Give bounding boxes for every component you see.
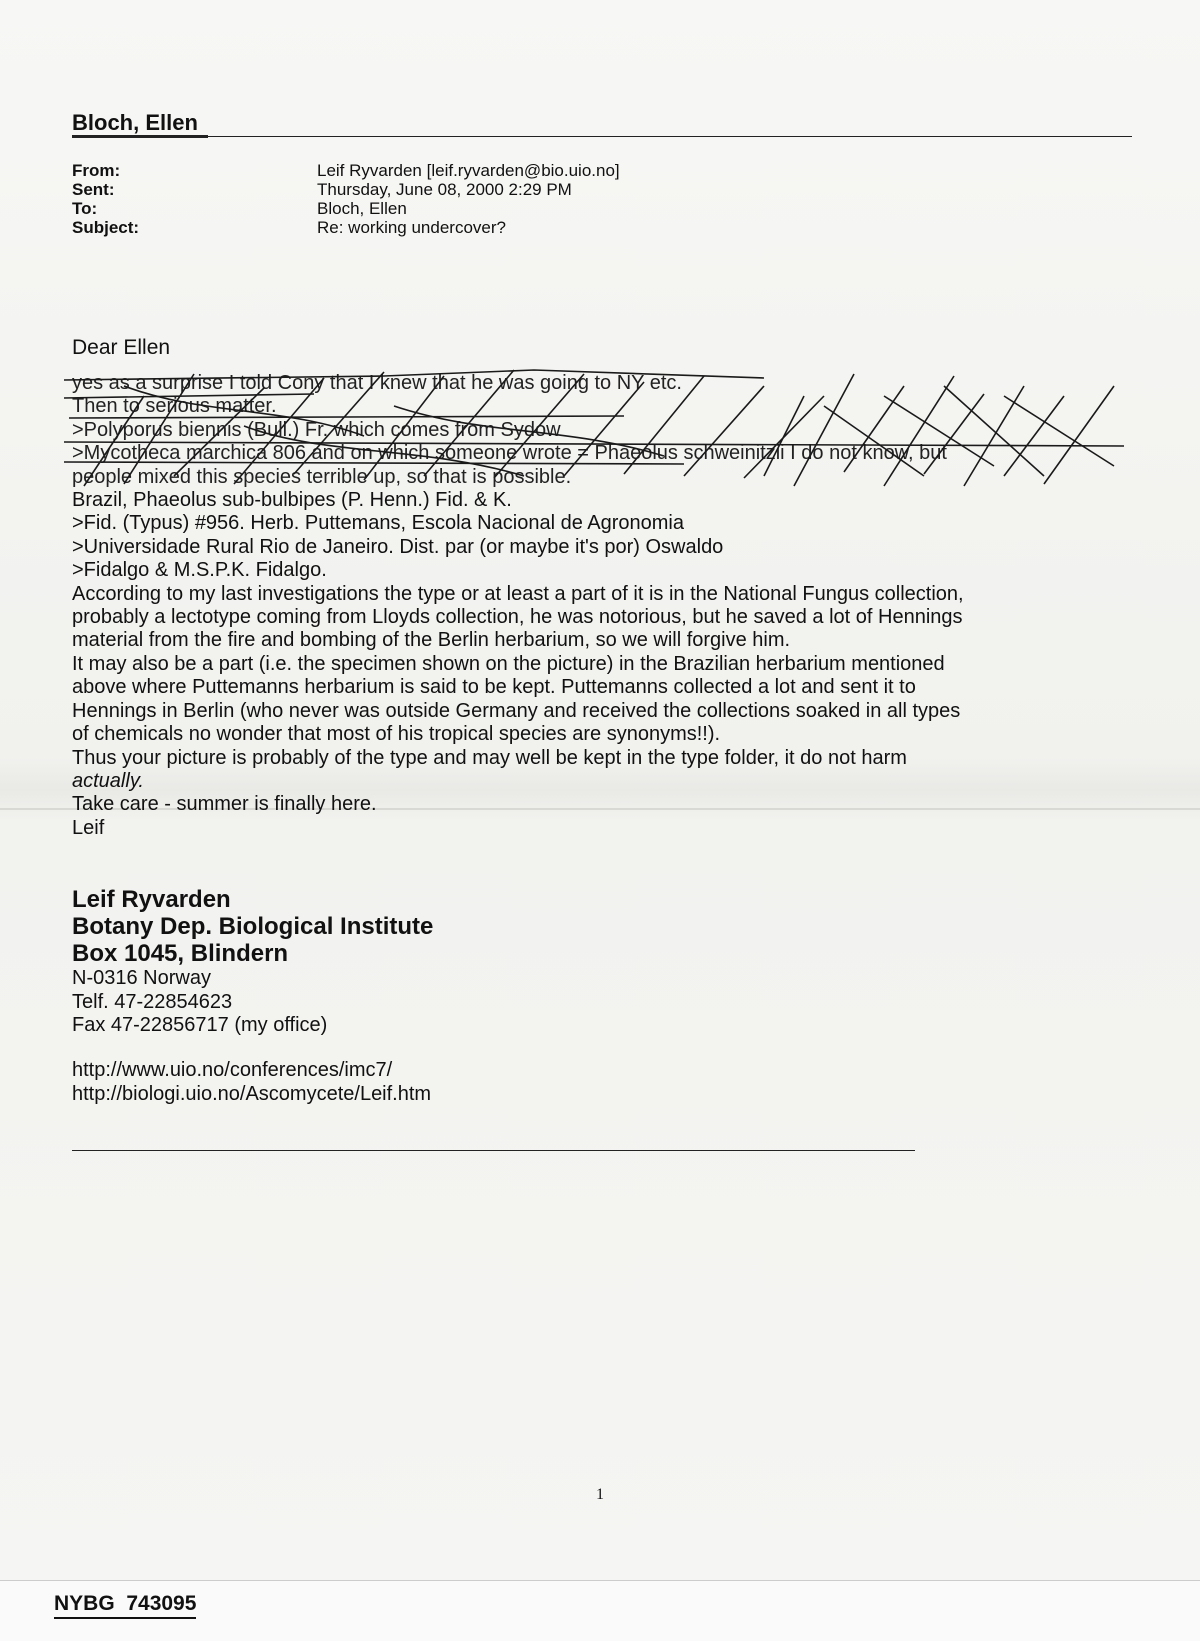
signature-box: Box 1045, Blindern [72,940,289,967]
subject-label: Subject: [72,218,140,237]
email-body [72,372,1132,840]
to-value: Bloch, Ellen [317,199,407,218]
body-line: Leif [72,816,105,839]
subject-value: Re: working undercover? [317,218,506,237]
header-to-row [72,199,972,218]
signature-links [72,1058,431,1106]
body-line: According to my last investigations the type or at least a part of it is in the National Fungus collection, [72,582,964,605]
body-line: >Fid. (Typus) #956. Herb. Puttemans, Escola Nacional de Agronomia [72,512,684,535]
from-value: Leif Ryvarden [leif.ryvarden@bio.uio.no] [317,161,620,180]
body-line: material from the fire and bombing of the Berlin herbarium, so we will forgive him. [72,629,791,652]
header-sent-row [72,180,972,199]
body-line: Hennings in Berlin (who never was outside Germany and received the collections soaked in all types [72,699,961,722]
redacted-line: >Mycotheca marchica 806 and on which someone wrote = Phaeolus schweinitzii I do not know, but [72,442,947,465]
header-divider-accent [72,135,208,138]
page-number: 1 [596,1486,604,1503]
body-line: probably a lectotype coming from Lloyds collection, he was notorious, but he saved a lot of Hennings [72,606,963,629]
body-line: It may also be a part (i.e. the specimen shown on the picture) in the Brazilian herbarium mentioned [72,652,945,675]
redacted-line: Then to serious matter. [72,395,277,418]
signature-name: Leif Ryvarden [72,886,231,913]
body-line: >Fidalgo & M.S.P.K. Fidalgo. [72,559,327,582]
mailbox-owner-heading: Bloch, Ellen [72,110,198,135]
sent-value: Thursday, June 08, 2000 2:29 PM [317,180,572,199]
body-line: above where Puttemanns herbarium is said to be kept. Puttemanns collected a lot and sent it to [72,676,916,699]
header-from-row [72,161,972,180]
body-line: Brazil, Phaeolus sub-bulbipes (P. Henn.) Fid. & K. [72,489,512,512]
signature-postal: N-0316 Norway [72,967,211,989]
from-label: From: [72,161,121,180]
body-line: actually. [72,769,144,792]
redacted-line: >Polyporus biennis (Bull.) Fr. which comes from Sydow [72,418,561,441]
salutation: Dear Ellen [72,336,171,359]
redacted-line: yes as a surprise I told Cony that I knew that he was going to NY etc. [72,372,682,394]
header-divider [72,136,1132,137]
signature-fax: Fax 47-22856717 (my office) [72,1014,328,1036]
body-line: >Universidade Rural Rio de Janeiro. Dist. par (or maybe it's por) Oswaldo [72,535,724,558]
to-label: To: [72,199,98,218]
sent-label: Sent: [72,180,115,199]
email-signature [72,886,433,1038]
conference-link: http://www.uio.no/conferences/imc7/ [72,1059,393,1081]
body-line: Thus your picture is probably of the type and may well be kept in the type folder, it do not harm [72,746,907,769]
accession-number: NYBG 743095 [54,1592,196,1619]
redacted-passage [72,372,1132,489]
signature-department: Botany Dep. Biological Institute [72,913,434,940]
homepage-link: http://biologi.uio.no/Ascomycete/Leif.htm [72,1083,432,1105]
signature-telephone: Telf. 47-22854623 [72,990,233,1013]
body-line: of chemicals no wonder that most of his tropical species are synonyms!!). [72,723,721,746]
header-subject-row [72,218,972,237]
email-header-fields [72,161,972,237]
redacted-line: people mixed this species terrible up, so that is possible. [72,465,572,488]
footer-divider [72,1150,915,1151]
body-line: Take care - summer is finally here. [72,793,377,816]
